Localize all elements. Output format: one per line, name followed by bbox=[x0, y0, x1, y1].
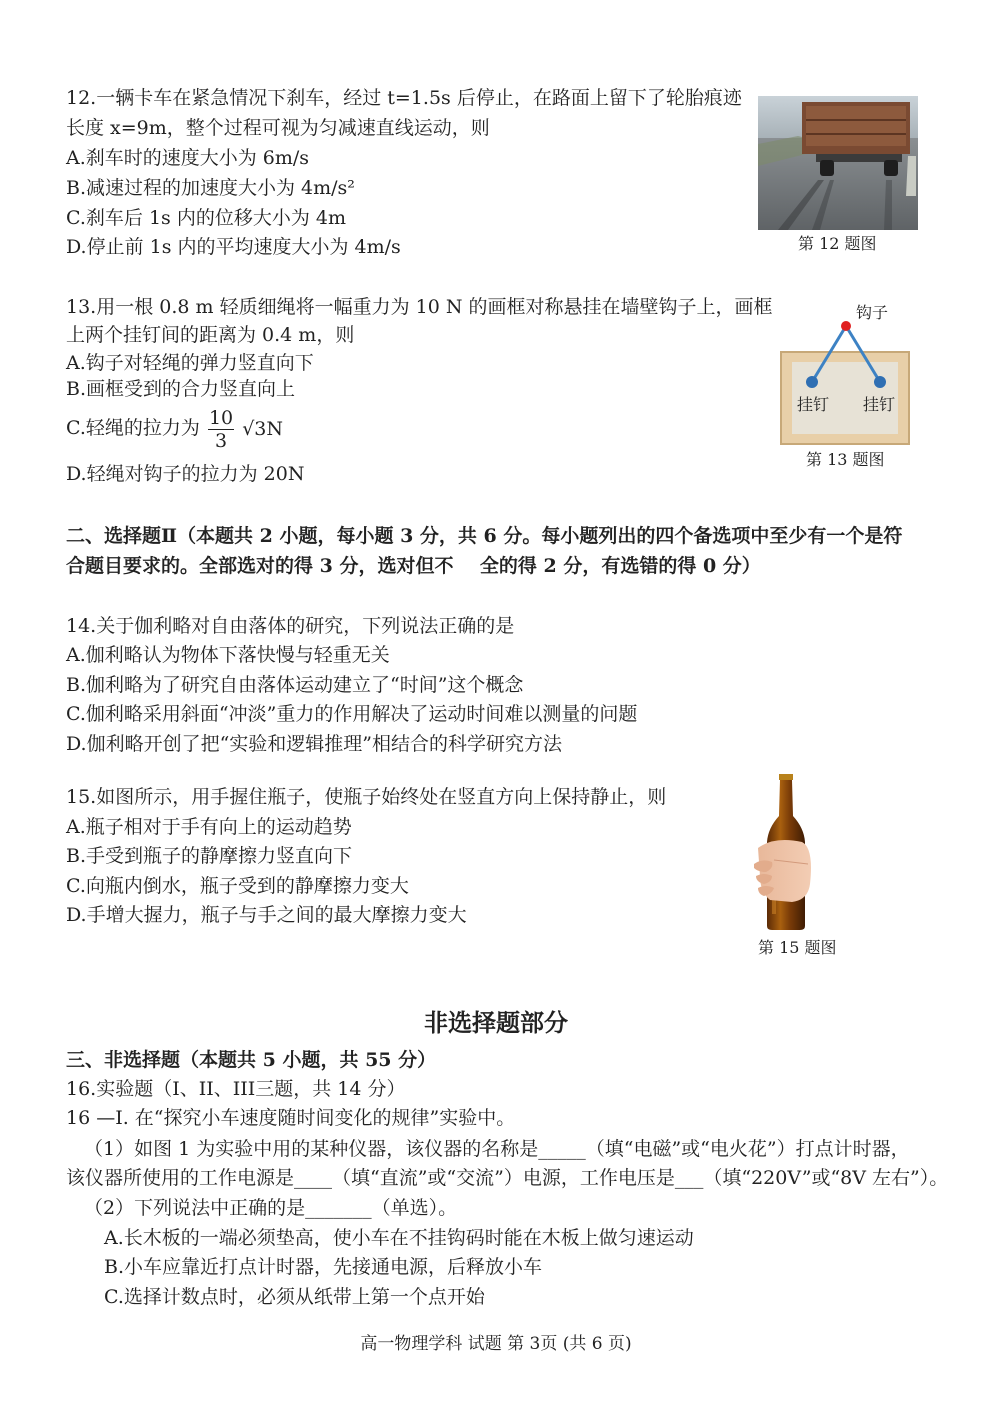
hook-label: 钩子 bbox=[856, 303, 889, 322]
q14-option-c: C.伽利略采用斜面“冲淡”重力的作用解决了运动时间难以测量的问题 bbox=[66, 703, 638, 725]
q16-title: 16.实验题（I、II、III三题，共 14 分） bbox=[66, 1078, 406, 1100]
section2-heading-line2: 合题目要求的。全部选对的得 3 分，选对但不 全的得 2 分，有选错的得 0 分） bbox=[66, 555, 761, 577]
q12-option-c: C.刹车后 1s 内的位移大小为 4m bbox=[66, 207, 346, 229]
q14-option-b: B.伽利略为了研究自由落体运动建立了“时间”这个概念 bbox=[66, 674, 524, 696]
q16-part1-title: 16 —I. 在“探究小车速度随时间变化的规律”实验中。 bbox=[66, 1107, 516, 1129]
q12-option-d: D.停止前 1s 内的平均速度大小为 4m/s bbox=[66, 236, 401, 258]
q16-part1-item2: （2）下列说法中正确的是_______（单选）。 bbox=[84, 1197, 458, 1219]
hook-dot bbox=[841, 321, 851, 331]
q12-option-b: B.减速过程的加速度大小为 4m/s² bbox=[66, 177, 355, 199]
nail-left-dot bbox=[806, 376, 818, 388]
q13-stem-line2: 上两个挂钉间的距离为 0.4 m，则 bbox=[66, 324, 355, 346]
q15-option-b: B.手受到瓶子的静摩擦力竖直向下 bbox=[66, 845, 353, 867]
q15-stem: 15.如图所示，用手握住瓶子，使瓶子始终处在竖直方向上保持静止，则 bbox=[66, 786, 667, 808]
q13-option-c bbox=[66, 406, 283, 452]
q12-option-a: A.刹车时的速度大小为 6m/s bbox=[66, 147, 310, 169]
q14-option-d: D.伽利略开创了把“实验和逻辑推理”相结合的科学研究方法 bbox=[66, 733, 563, 755]
q15-option-d: D.手增大握力，瓶子与手之间的最大摩擦力变大 bbox=[66, 904, 467, 926]
nail-right-dot bbox=[874, 376, 886, 388]
q13-option-b: B.画框受到的合力竖直向上 bbox=[66, 378, 296, 400]
nail-left-label: 挂钉 bbox=[797, 395, 830, 414]
q13-option-c-suffix: √3N bbox=[242, 418, 284, 440]
picture-frame-diagram bbox=[778, 318, 914, 450]
q14-option-a: A.伽利略认为物体下落快慢与轻重无关 bbox=[66, 644, 390, 666]
fraction bbox=[208, 407, 234, 452]
q12-stem-line2: 长度 x=9m，整个过程可视为匀减速直线运动，则 bbox=[66, 117, 490, 139]
page-footer: 高一物理学科 试题 第 3页 (共 6 页) bbox=[360, 1334, 632, 1354]
bottle-in-hand-photo bbox=[752, 772, 822, 932]
fraction-numerator: 10 bbox=[208, 406, 234, 429]
q15-figure-caption: 第 15 题图 bbox=[758, 938, 837, 957]
q14-stem: 14.关于伽利略对自由落体的研究，下列说法正确的是 bbox=[66, 615, 515, 637]
q15-option-a: A.瓶子相对于手有向上的运动趋势 bbox=[66, 816, 352, 838]
fraction-denominator: 3 bbox=[215, 429, 228, 452]
q13-figure-caption: 第 13 题图 bbox=[806, 450, 885, 469]
q16-part1-item2-option-c: C.选择计数点时，必须从纸带上第一个点开始 bbox=[104, 1286, 485, 1308]
q16-part1-item2-option-b: B.小车应靠近打点计时器，先接通电源，后释放小车 bbox=[104, 1256, 543, 1278]
truck-photo bbox=[758, 96, 918, 230]
section3-heading: 三、非选择题（本题共 5 小题，共 55 分） bbox=[66, 1049, 437, 1071]
q16-part1-item2-option-a: A.长木板的一端必须垫高，使小车在不挂钩码时能在木板上做匀速运动 bbox=[104, 1227, 694, 1249]
q16-part1-item1-line1: （1）如图 1 为实验中用的某种仪器，该仪器的名称是_____（填“电磁”或“电火花”）打点计时器， bbox=[84, 1138, 910, 1160]
part-title: 非选择题部分 bbox=[424, 1008, 568, 1037]
section2-heading-line1: 二、选择题Ⅱ（本题共 2 小题，每小题 3 分，共 6 分。每小题列出的四个备选项中至少有一个是符 bbox=[66, 525, 903, 547]
q15-option-c: C.向瓶内倒水，瓶子受到的静摩擦力变大 bbox=[66, 875, 409, 897]
q13-option-a: A.钩子对轻绳的弹力竖直向下 bbox=[66, 352, 314, 374]
q13-option-c-prefix: C.轻绳的拉力为 bbox=[66, 417, 200, 439]
q13-stem-line1: 13.用一根 0.8 m 轻质细绳将一幅重力为 10 N 的画框对称悬挂在墙壁钩子上，画框 bbox=[66, 296, 773, 318]
q16-part1-item1-line2: 该仪器所使用的工作电源是____（填“直流”或“交流”）电源，工作电压是___（填“220V”或“8V 左右”）。 bbox=[66, 1167, 949, 1189]
q12-stem-line1: 12.一辆卡车在紧急情况下刹车，经过 t=1.5s 后停止，在路面上留下了轮胎痕迹 bbox=[66, 87, 742, 109]
q12-figure-caption: 第 12 题图 bbox=[798, 234, 877, 253]
nail-right-label: 挂钉 bbox=[863, 395, 896, 414]
q13-option-d: D.轻绳对钩子的拉力为 20N bbox=[66, 463, 305, 485]
